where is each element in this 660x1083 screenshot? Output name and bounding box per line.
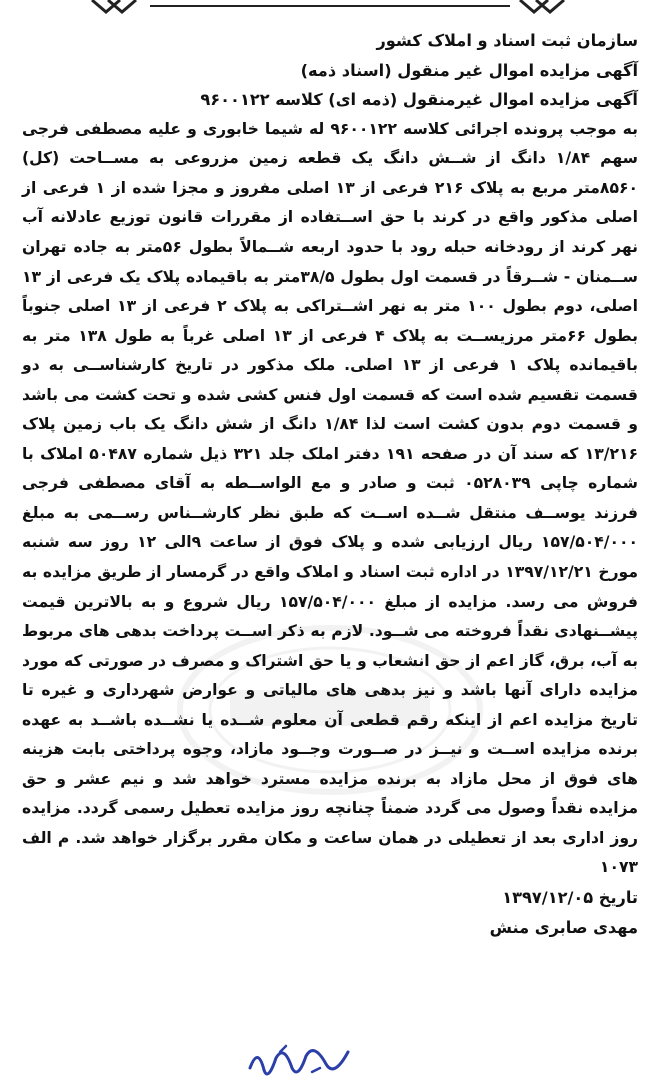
notice-title: آگهی مزایده اموال غیر منقول (اسناد ذمه) [300,60,638,80]
notice-signer: مهدی صابری منش [489,917,638,937]
notice-date: تاریخ ۱۳۹۷/۱۲/۰۵ [502,888,638,907]
notice-body: به موجب پرونده اجرائی کلاسه ۹۶۰۰۱۲۲ له شیما خابوری و علیه مصطفی فرجی سهم ۱/۸۴ دانگ از شــش دانگ یک قطعه زمین مزروعی به مســاحت (کل) ۸۵۶۰متر مربع به پلاک ۲۱۶ فرعی از ۱۳ اصلی مفروز و مجزا شده از ۱ فرعی از اصلی مذکور واقع در کرند با حق اســتفاده از مقررات قانون توزیع عادلانه آب نهر کرند از رودخانه حبله رود با حدود اربعه شــمالاً بطول ۵۶متر به جاده تهران ســمنان - شــرقاً در قسمت اول بطول ۳۸/۵متر به باقیماده پلاک یک فرعی از ۱۳ اصلی، دوم بطول ۱۰۰ متر به نهر اشــتراکی به پلاک ۲ فرعی از ۱۳ اصلی جنوباً بطول ۶۶متر مرزیســت به پلاک ۴ فرعی از ۱۳ اصلی غرباً به طول ۱۳۸ متر به باقیمانده پلاک ۱ فرعی از ۱۳ اصلی. ملک مذکور در تاریخ کارشناســی به دو قسمت تقسیم شده است که قسمت اول فنس کشی شده و تحت کشت می باشد و قسمت دوم بدون کشت است لذا ۱/۸۴ دانگ از شش دانگ یک باب زمین پلاک ۱۳/۲۱۶ که سند آن در صفحه ۱۹۱ دفتر املک جلد ۳۲۱ ذیل شماره ۵۰۴۸۷ املاک با شماره چاپی ۰۵۲۸۰۳۹ ثبت و صادر و مع الواســطه به آقای مصطفی فرجی فرزند یوســف منتقل شــده اســت که طبق نظر کارشــناس رســمی به مبلغ ۱۵۷/۵۰۴/۰۰۰ ریال ارزیابی شده و پلاک فوق از ساعت ۹الی ۱۲ روز سه شنبه مورخ ۱۳۹۷/۱۲/۲۱ در اداره ثبت اسناد و املاک واقع در گرمسار از طریق مزایده به فروش می رسد. مزایده از مبلغ ۱۵۷/۵۰۴/۰۰۰ ریال شروع و به بالاترین قیمت پیشــنهادی نقداً فروخته می شــود. لازم به ذکر اســت پرداخت بدهی های مربوط به آب، برق، گاز اعم از حق انشعاب و یا حق اشتراک و مصرف در صورتی که مورد مزایده دارای آنها باشد و نیز بدهی های مالیاتی و عوارض شهرداری و غیره تا تاریخ مزایده اعم از اینکه رقم قطعی آن معلوم شــده یا نشــده باشــد به عهده برنده مزایده اســت و نیــز در صــورت وجــود مازاد، وجوه پرداختی بابت هزینه های فوق از محل مازاد به برنده مزایده مسترد خواهد شد و نیم عشر و حق مزایده نقداً وصول می گردد ضمناً چنانچه روز مزایده تعطیل رسمی گردد. مزایده روز اداری بعد از تعطیلی در همان ساعت و مکان مقرر برگزار خواهد شد. م الف ۱۰۷۳ [22,119,639,877]
top-border-ornament [0,0,660,16]
auction-notice [22,26,638,942]
notice-subtitle: آگهی مزایده اموال غیرمنقول (ذمه ای) کلاسه ۹۶۰۰۱۲۲ [200,90,638,110]
handwritten-signature [240,1038,360,1083]
organization-title: سازمان ثبت اسناد و املاک کشور [376,31,638,50]
